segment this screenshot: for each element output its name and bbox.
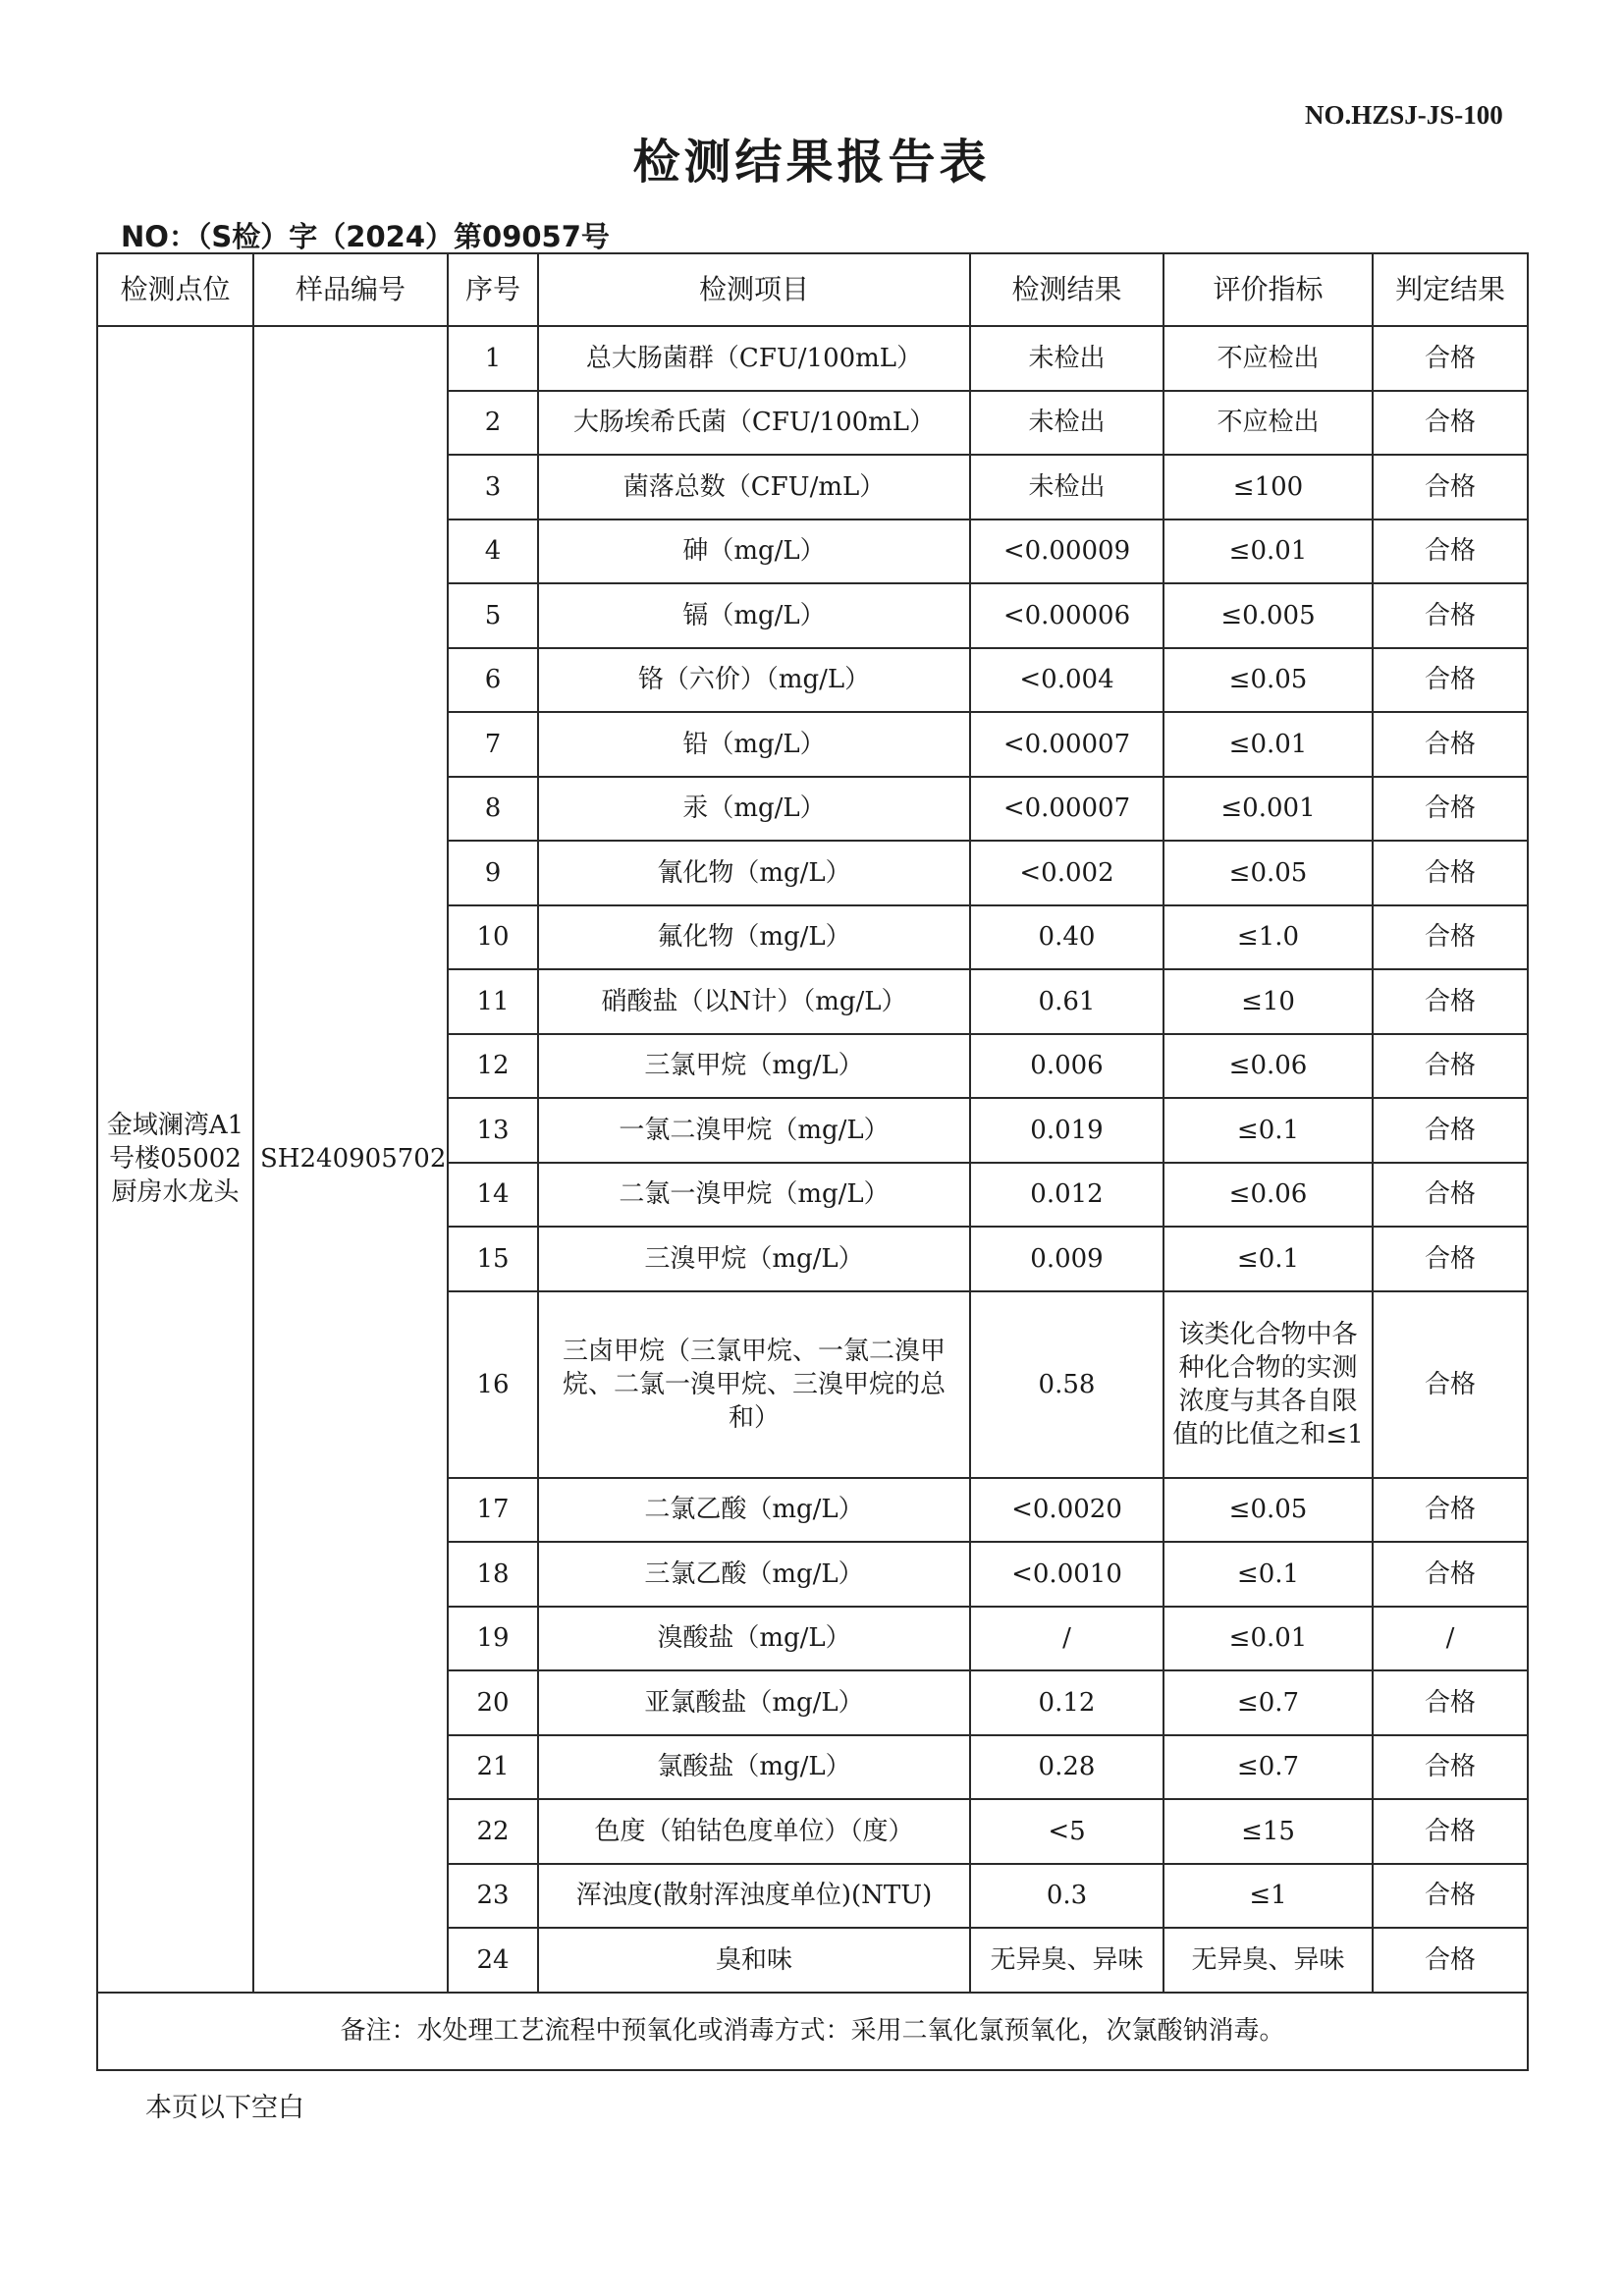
test-item-cell: 大肠埃希氏菌（CFU/100mL） (538, 391, 970, 456)
verdict-cell: 合格 (1373, 969, 1528, 1034)
header-verdict: 判定结果 (1373, 253, 1528, 326)
verdict-cell: 合格 (1373, 1227, 1528, 1291)
limit-cell: ≤0.7 (1163, 1735, 1373, 1800)
header-sample-id: 样品编号 (253, 253, 448, 326)
header-result: 检测结果 (970, 253, 1163, 326)
test-item-cell: 溴酸盐（mg/L） (538, 1607, 970, 1671)
header-limit: 评价指标 (1163, 253, 1373, 326)
test-item-cell: 浑浊度(散射浑浊度单位)(NTU) (538, 1864, 970, 1929)
test-item-cell: 二氯乙酸（mg/L） (538, 1478, 970, 1543)
verdict-cell: 合格 (1373, 1478, 1528, 1543)
report-number: NO：（S检）字（2024）第09057号 (121, 220, 610, 253)
result-cell: 0.61 (970, 969, 1163, 1034)
row-number-cell: 17 (448, 1478, 538, 1543)
limit-cell: ≤10 (1163, 969, 1373, 1034)
result-cell: <0.00009 (970, 519, 1163, 584)
row-number-cell: 5 (448, 583, 538, 648)
row-number-cell: 18 (448, 1542, 538, 1607)
verdict-cell: 合格 (1373, 648, 1528, 713)
row-number-cell: 7 (448, 712, 538, 777)
result-cell: <0.00006 (970, 583, 1163, 648)
limit-cell: ≤0.05 (1163, 841, 1373, 905)
row-number-cell: 1 (448, 326, 538, 391)
limit-cell: ≤0.7 (1163, 1670, 1373, 1735)
result-cell: 0.3 (970, 1864, 1163, 1929)
row-number-cell: 20 (448, 1670, 538, 1735)
test-item-cell: 砷（mg/L） (538, 519, 970, 584)
result-cell: 0.12 (970, 1670, 1163, 1735)
row-number-cell: 6 (448, 648, 538, 713)
row-number-cell: 9 (448, 841, 538, 905)
verdict-cell: 合格 (1373, 1735, 1528, 1800)
header-location: 检测点位 (97, 253, 253, 326)
limit-cell: ≤0.06 (1163, 1034, 1373, 1099)
row-number-cell: 19 (448, 1607, 538, 1671)
test-item-cell: 亚氯酸盐（mg/L） (538, 1670, 970, 1735)
limit-cell: ≤0.005 (1163, 583, 1373, 648)
verdict-cell: 合格 (1373, 777, 1528, 842)
test-item-cell: 氯酸盐（mg/L） (538, 1735, 970, 1800)
result-cell: 0.012 (970, 1163, 1163, 1228)
result-cell: 0.019 (970, 1098, 1163, 1163)
result-cell: <0.00007 (970, 712, 1163, 777)
result-cell: <0.002 (970, 841, 1163, 905)
results-table (96, 252, 1529, 2071)
row-number-cell: 21 (448, 1735, 538, 1800)
limit-cell: ≤100 (1163, 455, 1373, 519)
verdict-cell: 合格 (1373, 1864, 1528, 1929)
row-number-cell: 14 (448, 1163, 538, 1228)
document-code: NO.HZSJ-JS-100 (1305, 100, 1503, 130)
table-body (97, 326, 1528, 1993)
verdict-cell: / (1373, 1607, 1528, 1671)
result-cell: 未检出 (970, 326, 1163, 391)
test-item-cell: 汞（mg/L） (538, 777, 970, 842)
limit-cell: ≤0.1 (1163, 1227, 1373, 1291)
row-number-cell: 16 (448, 1291, 538, 1478)
result-cell: <0.004 (970, 648, 1163, 713)
verdict-cell: 合格 (1373, 1799, 1528, 1864)
row-number-cell: 10 (448, 905, 538, 970)
verdict-cell: 合格 (1373, 1928, 1528, 1993)
row-number-cell: 2 (448, 391, 538, 456)
verdict-cell: 合格 (1373, 519, 1528, 584)
result-cell: / (970, 1607, 1163, 1671)
blank-page-note: 本页以下空白 (145, 2093, 304, 2123)
result-cell: 0.28 (970, 1735, 1163, 1800)
verdict-cell: 合格 (1373, 455, 1528, 519)
limit-cell: ≤0.01 (1163, 519, 1373, 584)
limit-cell: ≤0.1 (1163, 1542, 1373, 1607)
note-text: 备注：水处理工艺流程中预氧化或消毒方式：采用二氧化氯预氧化，次氯酸钠消毒。 (97, 1993, 1528, 2070)
test-item-cell: 色度（铂钴色度单位）（度） (538, 1799, 970, 1864)
test-item-cell: 硝酸盐（以N计）（mg/L） (538, 969, 970, 1034)
location-cell: 金域澜湾A1号楼05002厨房水龙头 (97, 326, 253, 1993)
verdict-cell: 合格 (1373, 1163, 1528, 1228)
header-item: 检测项目 (538, 253, 970, 326)
result-cell: <0.0010 (970, 1542, 1163, 1607)
verdict-cell: 合格 (1373, 1670, 1528, 1735)
verdict-cell: 合格 (1373, 1291, 1528, 1478)
test-item-cell: 三氯甲烷（mg/L） (538, 1034, 970, 1099)
result-cell: <0.0020 (970, 1478, 1163, 1543)
limit-cell: ≤1 (1163, 1864, 1373, 1929)
table-row (97, 326, 1528, 391)
limit-cell: 该类化合物中各种化合物的实测浓度与其各自限值的比值之和≤1 (1163, 1291, 1373, 1478)
limit-cell: ≤0.06 (1163, 1163, 1373, 1228)
test-item-cell: 一氯二溴甲烷（mg/L） (538, 1098, 970, 1163)
verdict-cell: 合格 (1373, 1098, 1528, 1163)
test-item-cell: 总大肠菌群（CFU/100mL） (538, 326, 970, 391)
test-item-cell: 铅（mg/L） (538, 712, 970, 777)
table-header-row (97, 253, 1528, 326)
result-cell: 0.58 (970, 1291, 1163, 1478)
row-number-cell: 23 (448, 1864, 538, 1929)
limit-cell: 不应检出 (1163, 391, 1373, 456)
row-number-cell: 24 (448, 1928, 538, 1993)
test-item-cell: 氟化物（mg/L） (538, 905, 970, 970)
result-cell: 无异臭、异味 (970, 1928, 1163, 1993)
test-item-cell: 三氯乙酸（mg/L） (538, 1542, 970, 1607)
result-cell: 未检出 (970, 455, 1163, 519)
limit-cell: 不应检出 (1163, 326, 1373, 391)
result-cell: <0.00007 (970, 777, 1163, 842)
sample-id-cell: SH240905702 (253, 326, 448, 1993)
page-title: 检测结果报告表 (632, 135, 991, 190)
test-item-cell: 铬（六价）（mg/L） (538, 648, 970, 713)
row-number-cell: 15 (448, 1227, 538, 1291)
result-cell: <5 (970, 1799, 1163, 1864)
limit-cell: ≤1.0 (1163, 905, 1373, 970)
limit-cell: ≤15 (1163, 1799, 1373, 1864)
verdict-cell: 合格 (1373, 712, 1528, 777)
verdict-cell: 合格 (1373, 841, 1528, 905)
row-number-cell: 11 (448, 969, 538, 1034)
result-cell: 未检出 (970, 391, 1163, 456)
limit-cell: ≤0.05 (1163, 648, 1373, 713)
test-item-cell: 三溴甲烷（mg/L） (538, 1227, 970, 1291)
test-item-cell: 菌落总数（CFU/mL） (538, 455, 970, 519)
note-row (97, 1993, 1528, 2070)
test-item-cell: 镉（mg/L） (538, 583, 970, 648)
verdict-cell: 合格 (1373, 583, 1528, 648)
limit-cell: ≤0.05 (1163, 1478, 1373, 1543)
test-item-cell: 三卤甲烷（三氯甲烷、一氯二溴甲烷、二氯一溴甲烷、三溴甲烷的总和） (538, 1291, 970, 1478)
test-item-cell: 臭和味 (538, 1928, 970, 1993)
row-number-cell: 13 (448, 1098, 538, 1163)
row-number-cell: 12 (448, 1034, 538, 1099)
limit-cell: ≤0.001 (1163, 777, 1373, 842)
verdict-cell: 合格 (1373, 326, 1528, 391)
result-cell: 0.40 (970, 905, 1163, 970)
verdict-cell: 合格 (1373, 1542, 1528, 1607)
limit-cell: 无异臭、异味 (1163, 1928, 1373, 1993)
verdict-cell: 合格 (1373, 1034, 1528, 1099)
verdict-cell: 合格 (1373, 905, 1528, 970)
verdict-cell: 合格 (1373, 391, 1528, 456)
limit-cell: ≤0.01 (1163, 1607, 1373, 1671)
limit-cell: ≤0.1 (1163, 1098, 1373, 1163)
test-item-cell: 二氯一溴甲烷（mg/L） (538, 1163, 970, 1228)
row-number-cell: 22 (448, 1799, 538, 1864)
row-number-cell: 8 (448, 777, 538, 842)
row-number-cell: 4 (448, 519, 538, 584)
result-cell: 0.009 (970, 1227, 1163, 1291)
result-cell: 0.006 (970, 1034, 1163, 1099)
row-number-cell: 3 (448, 455, 538, 519)
header-no: 序号 (448, 253, 538, 326)
test-item-cell: 氰化物（mg/L） (538, 841, 970, 905)
limit-cell: ≤0.01 (1163, 712, 1373, 777)
